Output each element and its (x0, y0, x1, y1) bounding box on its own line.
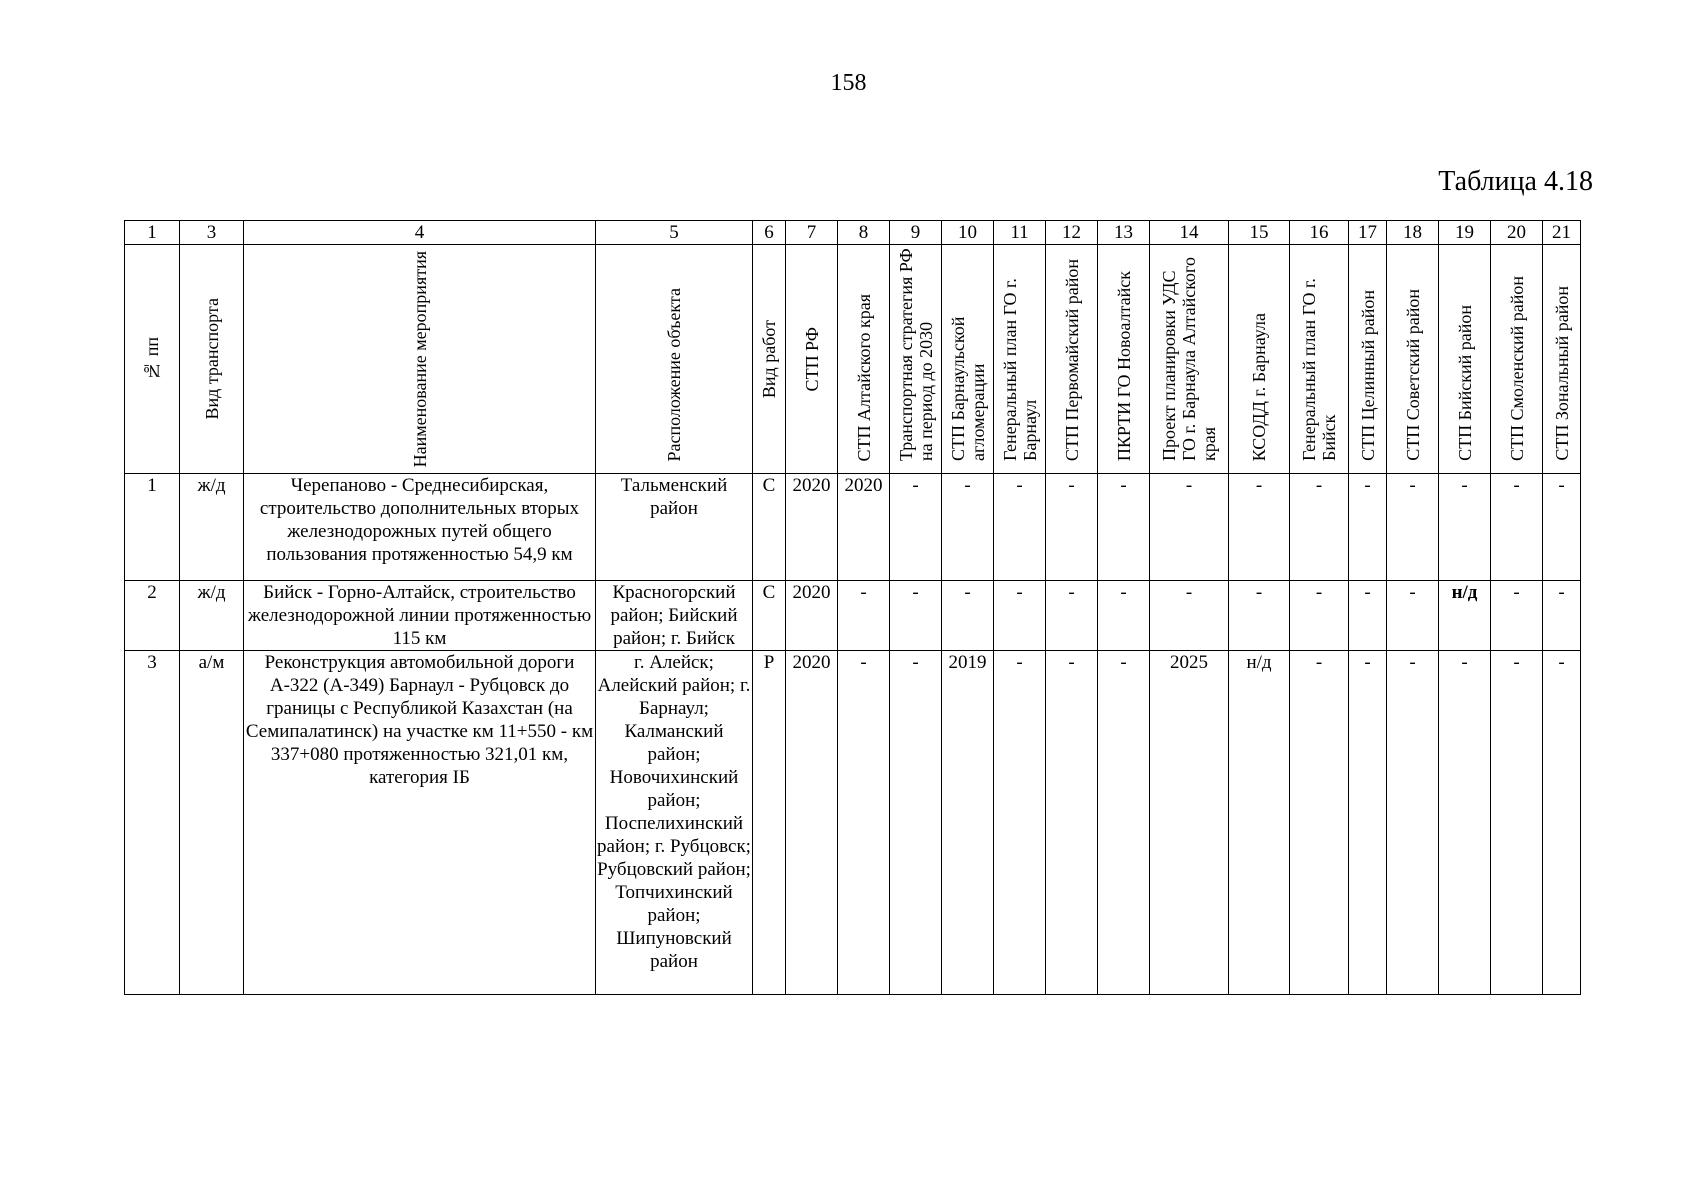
plan-value: - (1229, 581, 1290, 651)
measure-name: Реконструкция автомобильной дороги А-322 (А-349) Барнаул - Рубцовск до границы с Республикой Казахстан (на Семипалатинск) на участке км 11+550 - км 337+080 протяженностью 321,01 км, категория IБ (244, 651, 596, 995)
row-number: 3 (125, 651, 180, 995)
column-header-cell (786, 245, 838, 474)
row-number: 1 (125, 474, 180, 581)
column-number-cell: 6 (753, 221, 786, 245)
table-row (125, 581, 1581, 651)
plan-value: - (1290, 581, 1349, 651)
plan-value: - (1387, 581, 1439, 651)
column-header-label: Расположение объекта (664, 287, 684, 461)
column-header-cell (890, 245, 942, 474)
column-number-cell: 18 (1387, 221, 1439, 245)
plan-value: - (1543, 474, 1581, 581)
column-header-cell (1491, 245, 1543, 474)
plan-value: - (1098, 581, 1150, 651)
column-header-cell (596, 245, 753, 474)
column-header-cell (244, 245, 596, 474)
plan-value: н/д (1229, 651, 1290, 995)
object-location: г. Алейск; Алейский район; г. Барнаул; Калманский район; Новочихинский район; Поспелихинский район; г. Рубцовск; Рубцовский район; Топчихинский район; Шипуновский район (596, 651, 753, 995)
column-header-cell (1439, 245, 1491, 474)
column-header-cell (1387, 245, 1439, 474)
column-header-cell (1290, 245, 1349, 474)
column-header-cell (1543, 245, 1581, 474)
plan-value: 2020 (838, 474, 890, 581)
column-header-cell (1349, 245, 1387, 474)
table-caption: Таблица 4.18 (1438, 166, 1593, 197)
column-number-row (125, 221, 1581, 245)
object-location: Тальменский район (596, 474, 753, 581)
column-number-cell: 11 (994, 221, 1046, 245)
plan-value: - (890, 651, 942, 995)
column-number-cell: 9 (890, 221, 942, 245)
column-number-cell: 7 (786, 221, 838, 245)
plan-value: 2020 (786, 474, 838, 581)
column-header-label: СТП Барнаульской агломерации (947, 316, 988, 461)
plan-value: - (838, 581, 890, 651)
column-number-cell: 21 (1543, 221, 1581, 245)
column-header-label: СТП Первомайский район (1061, 258, 1082, 461)
plan-value: - (1439, 474, 1491, 581)
column-header-label: № пп (142, 337, 162, 381)
column-number-cell: 10 (942, 221, 994, 245)
measure-name: Черепаново - Среднесибирская, строительство дополнительных вторых железнодорожных путей общего пользования протяженностью 54,9 км (244, 474, 596, 581)
plan-value: - (1439, 651, 1491, 995)
plan-value: - (1349, 581, 1387, 651)
column-header-cell (994, 245, 1046, 474)
column-header-label: КСОДД г. Барнаула (1249, 312, 1269, 461)
table-row (125, 474, 1581, 581)
column-number-cell: 14 (1150, 221, 1229, 245)
column-number-cell: 5 (596, 221, 753, 245)
plan-value: - (1046, 651, 1098, 995)
column-number-cell: 20 (1491, 221, 1543, 245)
column-number-cell: 1 (125, 221, 180, 245)
column-number-cell: 19 (1439, 221, 1491, 245)
column-header-label: СТП РФ (801, 326, 822, 392)
plan-value: - (1098, 651, 1150, 995)
plan-value: - (942, 474, 994, 581)
column-header-cell (838, 245, 890, 474)
column-header-cell (125, 245, 180, 474)
page-number: 158 (830, 70, 867, 96)
transport-type: а/м (180, 651, 244, 995)
column-header-label: Наименование мероприятия (409, 250, 430, 468)
plan-value: 2019 (942, 651, 994, 995)
plan-value: - (994, 581, 1046, 651)
column-header-label: СТП Зональный район (1551, 286, 1572, 461)
column-number-cell: 13 (1098, 221, 1150, 245)
work-type: Р (753, 651, 786, 995)
plan-value: - (1290, 474, 1349, 581)
plan-value: - (890, 581, 942, 651)
plan-value: - (1491, 651, 1543, 995)
column-header-cell (1150, 245, 1229, 474)
plan-value: - (994, 651, 1046, 995)
column-number-cell: 4 (244, 221, 596, 245)
transport-type: ж/д (180, 581, 244, 651)
work-type: С (753, 474, 786, 581)
plan-value: 2020 (786, 581, 838, 651)
column-number-cell: 8 (838, 221, 890, 245)
plan-value: - (994, 474, 1046, 581)
column-header-cell (180, 245, 244, 474)
column-header-label: СТП Советский район (1402, 289, 1423, 461)
plan-value: - (1046, 581, 1098, 651)
column-header-row (125, 245, 1581, 474)
object-location: Красногорский район; Бийский район; г. Бийск (596, 581, 753, 651)
table-row (125, 651, 1581, 995)
transport-type: ж/д (180, 474, 244, 581)
plan-value: 2025 (1150, 651, 1229, 995)
column-number-cell: 17 (1349, 221, 1387, 245)
measure-name: Бийск - Горно-Алтайск, строительство железнодорожной линии протяженностью 115 км (244, 581, 596, 651)
plan-value: - (1150, 581, 1229, 651)
column-header-label: Вид транспорта (201, 298, 222, 420)
column-header-cell (1098, 245, 1150, 474)
column-number-cell: 15 (1229, 221, 1290, 245)
column-number-cell: 3 (180, 221, 244, 245)
plan-value: - (1290, 651, 1349, 995)
plan-value: - (838, 651, 890, 995)
plan-value: - (1349, 651, 1387, 995)
plan-value: - (1349, 474, 1387, 581)
column-number-cell: 16 (1290, 221, 1349, 245)
work-type: С (753, 581, 786, 651)
column-header-label: СТП Алтайского края (853, 293, 874, 461)
column-header-cell (942, 245, 994, 474)
column-header-label: СТП Смоленский район (1506, 275, 1527, 461)
plan-value: - (942, 581, 994, 651)
column-header-label: Генеральный план ГО г. Барнаул (999, 278, 1040, 461)
column-header-cell (753, 245, 786, 474)
column-header-label: Вид работ (759, 319, 779, 399)
plan-value: - (1098, 474, 1150, 581)
plan-value: - (1387, 474, 1439, 581)
plan-value: - (1387, 651, 1439, 995)
column-header-cell (1046, 245, 1098, 474)
column-header-label: Проект планировки УДС ГО г. Барнаула Алтайского края (1159, 257, 1219, 461)
plan-value: - (890, 474, 942, 581)
column-header-label: ПКРТИ ГО Новоалтайск (1113, 270, 1134, 461)
plan-value: - (1150, 474, 1229, 581)
plan-value: - (1543, 651, 1581, 995)
plan-value: - (1046, 474, 1098, 581)
plan-value: - (1491, 581, 1543, 651)
data-table (124, 220, 1581, 995)
plan-value: н/д (1439, 581, 1491, 651)
column-number-cell: 12 (1046, 221, 1098, 245)
row-number: 2 (125, 581, 180, 651)
plan-value: 2020 (786, 651, 838, 995)
column-header-cell (1229, 245, 1290, 474)
plan-value: - (1229, 474, 1290, 581)
plan-value: - (1543, 581, 1581, 651)
column-header-label: Генеральный план ГО г. Бийск (1299, 278, 1339, 461)
plan-value: - (1491, 474, 1543, 581)
column-header-label: Транспортная стратегия РФ на период до 2030 (895, 248, 936, 461)
column-header-label: СТП Бийский район (1454, 305, 1475, 461)
column-header-label: СТП Целинный район (1357, 290, 1378, 461)
